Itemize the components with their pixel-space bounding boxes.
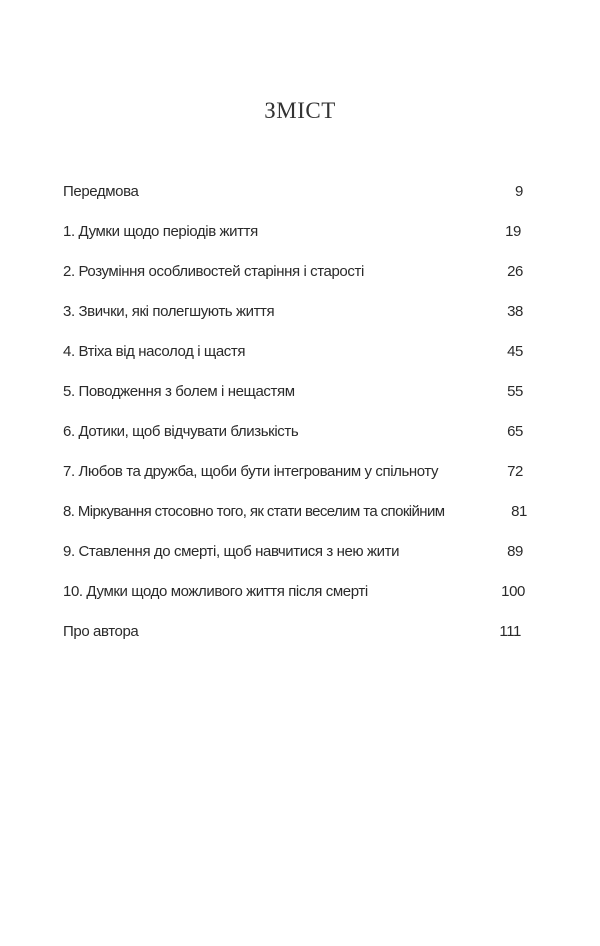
toc-entry-chapter-1[interactable] (63, 220, 525, 260)
toc-entry-about-author[interactable] (63, 620, 525, 660)
toc-entry-label: Передмова (63, 183, 139, 200)
toc-entry-label: 5. Поводження з болем і нещастям (63, 383, 295, 400)
toc-entry-chapter-3[interactable] (63, 300, 525, 340)
toc-entry-label: 2. Розуміння особливостей старіння і старості (63, 263, 364, 280)
toc-entry-label: 7. Любов та дружба, щоби бути інтегрованим у спільноту (63, 463, 439, 480)
toc-entry-label: 3. Звички, які полегшують життя (63, 303, 275, 320)
toc-entry-page: 65 (507, 423, 523, 440)
toc-entry-chapter-6[interactable] (63, 420, 525, 460)
toc-entry-label: 9. Ставлення до смерті, щоб навчитися з нею жити (63, 543, 400, 560)
toc-entry-label: 4. Втіха від насолод і щастя (63, 343, 246, 360)
toc-entry-label: 10. Думки щодо можливого життя після смерті (63, 583, 368, 600)
toc-entry-chapter-8[interactable] (63, 500, 525, 540)
toc-entry-chapter-7[interactable] (63, 460, 525, 500)
toc-entry-chapter-2[interactable] (63, 260, 525, 300)
toc-entry-label: 1. Думки щодо періодів життя (63, 223, 258, 240)
toc-entry-label: Про автора (63, 623, 139, 640)
toc-entry-page: 89 (507, 543, 523, 560)
table-of-contents (63, 180, 525, 660)
toc-entry-page: 45 (507, 343, 523, 360)
toc-entry-chapter-5[interactable] (63, 380, 525, 420)
toc-entry-page: 72 (507, 463, 523, 480)
toc-entry-page: 100 (501, 583, 525, 600)
toc-entry-page: 26 (507, 263, 523, 280)
toc-entry-label: 8. Міркування стосовно того, як стати веселим та спокійним (63, 503, 445, 520)
toc-entry-label: 6. Дотики, щоб відчувати близькість (63, 423, 299, 440)
toc-entry-page: 81 (511, 503, 527, 520)
toc-entry-page: 9 (515, 183, 523, 200)
toc-entry-page: 111 (499, 623, 521, 640)
page-title: ЗМІСТ (264, 98, 336, 123)
toc-entry-page: 19 (505, 223, 521, 240)
toc-entry-page: 38 (507, 303, 523, 320)
toc-entry-chapter-4[interactable] (63, 340, 525, 380)
toc-entry-chapter-10[interactable] (63, 580, 525, 620)
toc-entry-preface[interactable] (63, 180, 525, 220)
toc-entry-page: 55 (507, 383, 523, 400)
toc-entry-chapter-9[interactable] (63, 540, 525, 580)
